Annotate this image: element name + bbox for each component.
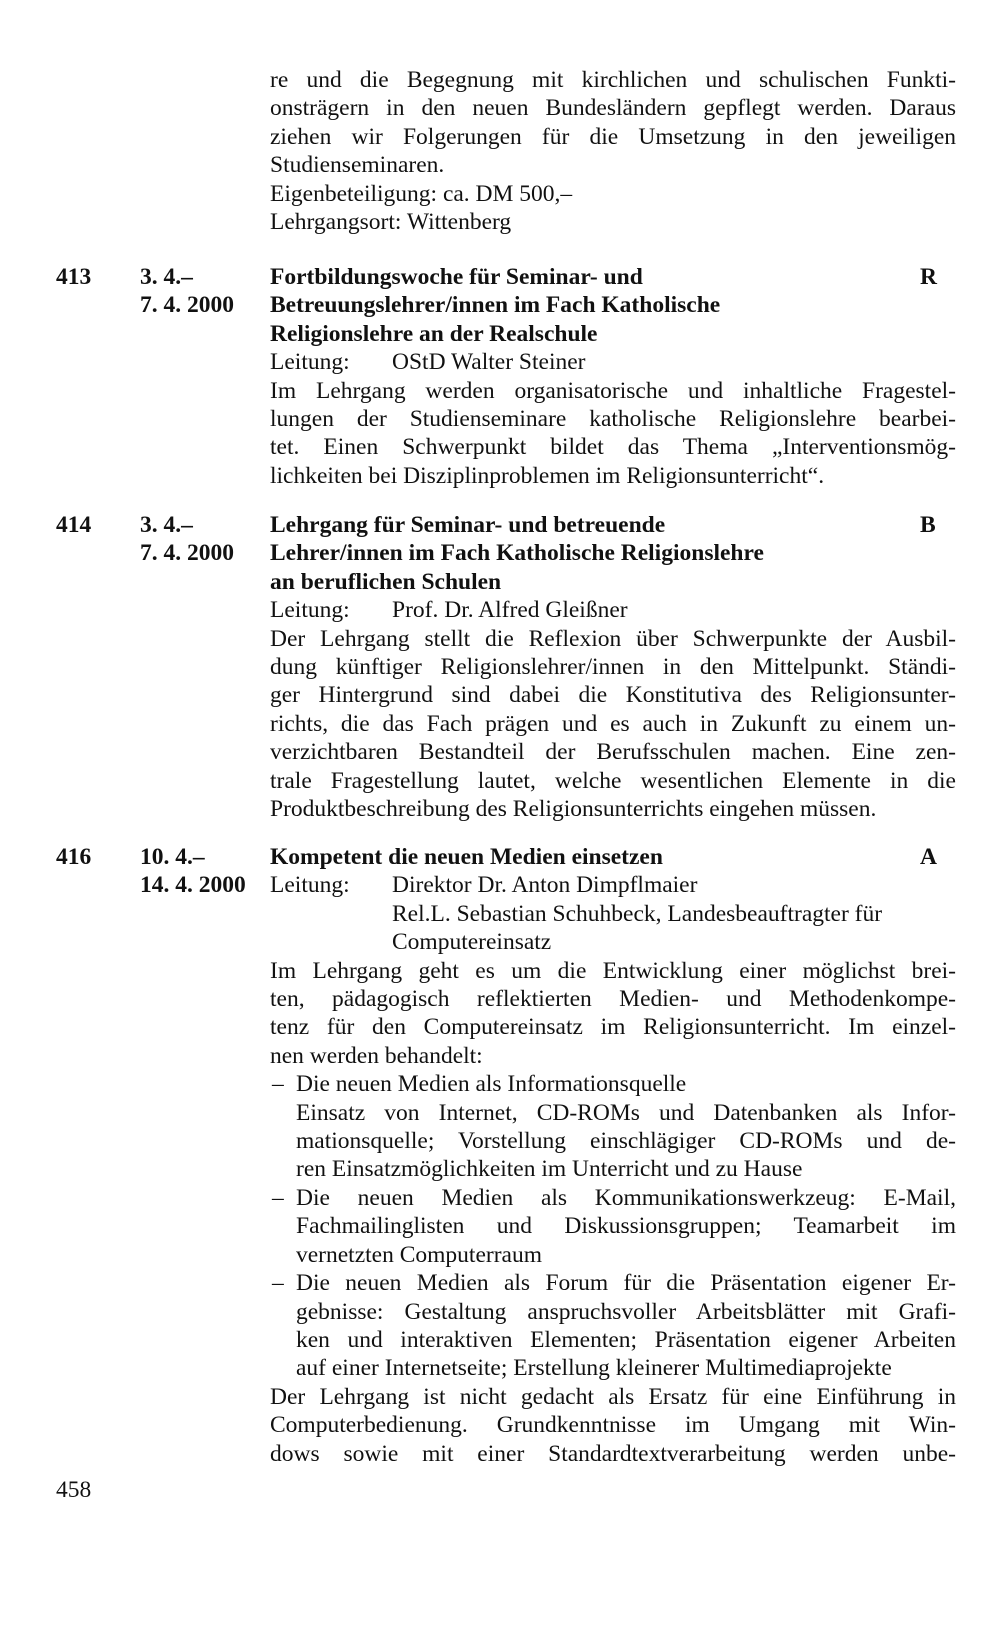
bullet-line: Die neuen Medien als Forum für die Präsentation eigener Er- xyxy=(296,1270,956,1297)
intro-block xyxy=(270,66,956,236)
course-number: 413 xyxy=(56,264,92,290)
course-title-line: Lehrer/innen im Fach Katholische Religionslehre xyxy=(270,540,764,567)
course-description-line: lungen der Studienseminare katholische Religionslehre bearbei- xyxy=(270,406,956,433)
bullet-line: Die neuen Medien als Kommunikationswerkzeug: E-Mail, xyxy=(296,1184,956,1211)
bullet-line: Fachmailinglisten und Diskussionsgruppen; Teamarbeit im xyxy=(296,1213,956,1240)
intro-place: Lehrgangsort: Wittenberg xyxy=(270,209,512,236)
course-title-line: Fortbildungswoche für Seminar- und xyxy=(270,264,643,290)
course-dates xyxy=(140,511,234,568)
course-description-line: richts, die das Fach prägen und es auch in Zukunft zu einem un- xyxy=(270,710,956,737)
course-description-line: nen werden behandelt: xyxy=(270,1042,483,1069)
course-closing-line: dows sowie mit einer Standardtextverarbeitung werden unbe- xyxy=(270,1440,956,1467)
leitung-name: Prof. Dr. Alfred Gleißner xyxy=(392,597,628,624)
course-body xyxy=(270,843,956,1468)
bullet-line: Die neuen Medien als Informationsquelle xyxy=(296,1071,687,1098)
intro-line: Studienseminaren. xyxy=(270,152,445,179)
course-category: B xyxy=(920,512,936,538)
course-date-end: 7. 4. 2000 xyxy=(140,292,234,319)
bullet-line: auf einer Internetseite; Erstellung kleinerer Multimediaprojekte xyxy=(296,1355,892,1382)
course-dates xyxy=(140,843,246,900)
leitung-label: Leitung: xyxy=(270,872,350,899)
course-dates xyxy=(140,263,234,320)
bullet-item xyxy=(270,1269,956,1383)
course-title-line: Kompetent die neuen Medien einsetzen xyxy=(270,844,663,870)
intro-line: onsträgern in den neuen Bundesländern gepflegt werden. Daraus xyxy=(270,95,956,122)
course-closing-line: Der Lehrgang ist nicht gedacht als Ersatz für eine Einführung in xyxy=(270,1383,956,1410)
leitung-name: Direktor Dr. Anton Dimpflmaier xyxy=(392,872,698,899)
bullet-line: gebnisse: Gestaltung anspruchsvoller Arbeitsblätter mit Grafi- xyxy=(296,1298,956,1325)
course-description-line: trale Fragestellung lautet, welche wesentlichen Elemente in die xyxy=(270,767,956,794)
course-description-line: ger Hintergrund sind dabei die Konstitutiva des Religionsunter- xyxy=(270,682,956,709)
bullet-line: ken und interaktiven Elementen; Präsentation eigener Arbeiten xyxy=(296,1326,956,1353)
intro-cost: Eigenbeteiligung: ca. DM 500,– xyxy=(270,180,573,207)
course-description-line: verzichtbaren Bestandteil der Berufsschulen machen. Eine zen- xyxy=(270,739,956,766)
course-date-end: 7. 4. 2000 xyxy=(140,540,234,567)
bullet-item xyxy=(270,1070,956,1184)
course-date-start: 3. 4.– xyxy=(140,264,193,290)
leitung-label: Leitung: xyxy=(270,597,350,624)
course-title-line: an beruflichen Schulen xyxy=(270,568,502,595)
course-description-line: tet. Einen Schwerpunkt bildet das Thema „Interventionsmög- xyxy=(270,434,956,461)
leitung-name: OStD Walter Steiner xyxy=(392,349,586,376)
course-leitung xyxy=(270,871,956,956)
course-description-line: Im Lehrgang geht es um die Entwicklung einer möglichst brei- xyxy=(270,957,956,984)
course-leitung xyxy=(270,596,956,624)
course-date-start: 10. 4.– xyxy=(140,844,205,870)
course-number: 416 xyxy=(56,844,92,870)
course-title-line: Betreuungslehrer/innen im Fach Katholische xyxy=(270,292,721,319)
bullet-line: Einsatz von Internet, CD-ROMs und Datenbanken als Infor- xyxy=(296,1099,956,1126)
course-body xyxy=(270,511,956,823)
bullet-dash: – xyxy=(272,1184,284,1211)
leitung-label: Leitung: xyxy=(270,349,350,376)
leitung-name: Rel.L. Sebastian Schuhbeck, Landesbeauftragter für xyxy=(392,900,883,927)
course-description-line: Produktbeschreibung des Religionsunterrichts eingehen müssen. xyxy=(270,796,877,823)
course-category: A xyxy=(920,844,937,870)
bullet-line: ren Einsatzmöglichkeiten im Unterricht und zu Hause xyxy=(296,1156,803,1183)
bullet-line: vernetzten Computerraum xyxy=(296,1241,543,1268)
intro-line: ziehen wir Folgerungen für die Umsetzung in den jeweiligen xyxy=(270,123,956,150)
bullet-dash: – xyxy=(272,1270,284,1297)
intro-line: re und die Begegnung mit kirchlichen und schulischen Funkti- xyxy=(270,67,956,93)
leitung-name: Computereinsatz xyxy=(392,929,552,956)
course-date-end: 14. 4. 2000 xyxy=(140,872,246,899)
course-title-line: Lehrgang für Seminar- und betreuende xyxy=(270,512,666,538)
bullet-item xyxy=(270,1184,956,1269)
course-leitung xyxy=(270,348,956,376)
leitung-names xyxy=(392,871,882,956)
course-number: 414 xyxy=(56,512,92,538)
course-description-line: ten, pädagogisch reflektierten Medien- und Methodenkompe- xyxy=(270,986,956,1013)
course-closing-line: Computerbedienung. Grundkenntnisse im Umgang mit Win- xyxy=(270,1412,956,1439)
course-description-line: lichkeiten bei Disziplinproblemen im Religionsunterricht“. xyxy=(270,462,825,489)
page-number: 458 xyxy=(56,1477,92,1503)
course-title-line: Religionslehre an der Realschule xyxy=(270,320,598,347)
course-body xyxy=(270,263,956,490)
course-description-line: tenz für den Computereinsatz im Religionsunterricht. Im einzel- xyxy=(270,1014,956,1041)
course-description-line: Im Lehrgang werden organisatorische und inhaltliche Fragestel- xyxy=(270,377,956,404)
bullet-dash: – xyxy=(272,1071,284,1098)
bullet-line: mationsquelle; Vorstellung einschlägiger CD-ROMs und de- xyxy=(296,1128,956,1155)
course-description-line: Der Lehrgang stellt die Reflexion über Schwerpunkte der Ausbil- xyxy=(270,625,956,652)
course-description-line: dung künftiger Religionslehrer/innen in den Mittelpunkt. Ständi- xyxy=(270,654,956,681)
course-category: R xyxy=(920,264,937,290)
course-date-start: 3. 4.– xyxy=(140,512,193,538)
